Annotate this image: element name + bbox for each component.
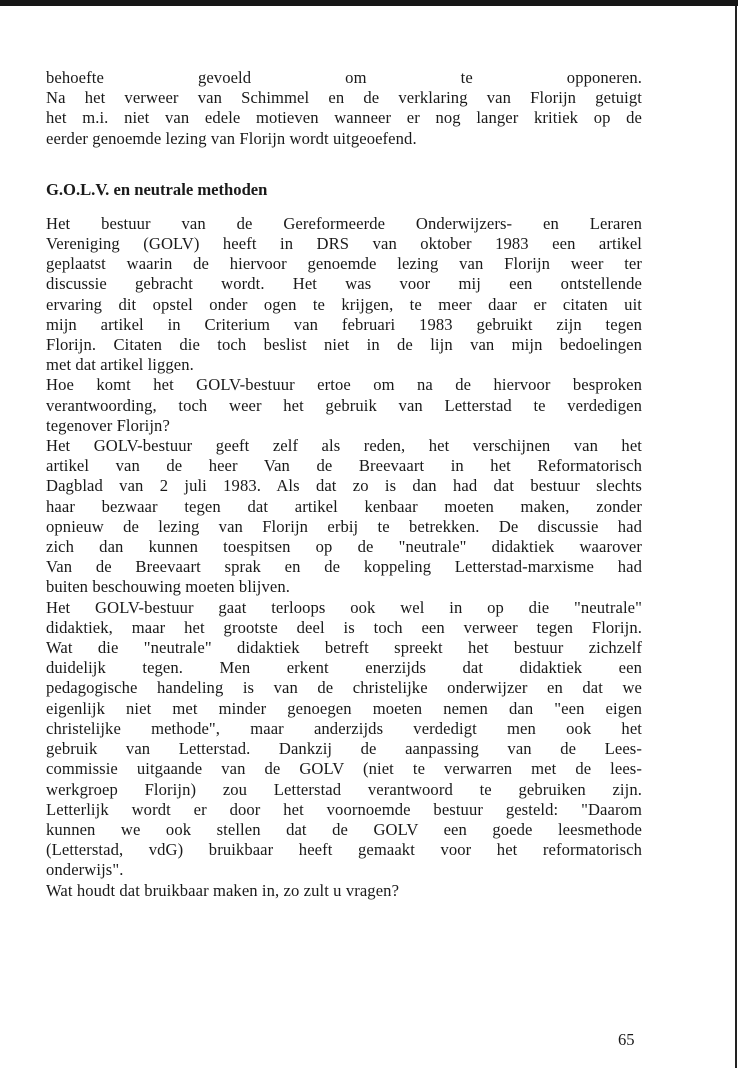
scan-edge-top — [0, 0, 738, 6]
text-line: eerder genoemde lezing van Florijn wordt uitgeoefend. — [46, 128, 417, 148]
text-line: buiten beschouwing moeten blijven. — [46, 577, 290, 597]
text-line: Van de Breevaart sprak en de koppeling Letterstad-marxisme had — [46, 557, 642, 577]
text-line: Letterlijk wordt er door het voornoemde bestuur gesteld: "Daarom — [46, 799, 642, 819]
text-line: onderwijs". — [46, 860, 124, 880]
text-line: Florijn. Citaten die toch beslist niet in de lijn van mijn bedoelingen — [46, 335, 642, 355]
section-heading: G.O.L.V. en neutrale methoden — [46, 179, 268, 199]
text-line: met dat artikel liggen. — [46, 355, 194, 375]
text-line: zich dan kunnen toespitsen op de "neutrale" didaktiek waarover — [46, 537, 642, 557]
text-line: ervaring dit opstel onder ogen te krijgen, te meer daar er citaten uit — [46, 294, 642, 314]
text-line: duidelijk tegen. Men erkent enerzijds dat didaktiek een — [46, 658, 642, 678]
page-body — [46, 68, 642, 901]
text-line: Wat die "neutrale" didaktiek betreft spreekt het bestuur zichzelf — [46, 638, 642, 658]
text-line: didaktiek, maar het grootste deel is toch een verweer tegen Florijn. — [46, 617, 642, 637]
text-line: Het bestuur van de Gereformeerde Onderwijzers- en Leraren — [46, 213, 642, 233]
text-line: pedagogische handeling is van de christelijke onderwijzer en dat we — [46, 678, 642, 698]
paragraph-1 — [46, 214, 642, 376]
page-number: 65 — [618, 1030, 635, 1049]
text-line: werkgroep Florijn) zou Letterstad verantwoord te gebruiken zijn. — [46, 779, 642, 799]
paragraph-4 — [46, 598, 642, 881]
text-line: Vereniging (GOLV) heeft in DRS van oktober 1983 een artikel — [46, 234, 642, 254]
text-line: eigenlijk niet met minder genoegen moeten nemen dan "een eigen — [46, 698, 642, 718]
paragraph-2 — [46, 375, 642, 436]
text-line: Het GOLV-bestuur geeft zelf als reden, het verschijnen van het — [46, 436, 642, 456]
scan-edge-right — [735, 6, 737, 1068]
text-line: discussie gebracht wordt. Het was voor mij een ontstellende — [46, 274, 642, 294]
text-line: Hoe komt het GOLV-bestuur ertoe om na de hiervoor besproken — [46, 375, 642, 395]
text-line: kunnen we ook stellen dat de GOLV een goede leesmethode — [46, 819, 642, 839]
text-line: haar bezwaar tegen dat artikel kenbaar moeten maken, zonder — [46, 496, 642, 516]
text-line: Dagblad van 2 juli 1983. Als dat zo is dan had dat bestuur slechts — [46, 476, 642, 496]
text-line: Na het verweer van Schimmel en de verklaring van Florijn getuigt — [46, 88, 642, 108]
paragraph-3 — [46, 436, 642, 598]
text-line: artikel van de heer Van de Breevaart in het Reformatorisch — [46, 456, 642, 476]
text-line: opnieuw de lezing van Florijn erbij te betrekken. De discussie had — [46, 516, 642, 536]
text-line: Wat houdt dat bruikbaar maken in, zo zult u vragen? — [46, 880, 400, 900]
text-line: Het GOLV-bestuur gaat terloops ook wel in op die "neutrale" — [46, 597, 642, 617]
text-line: gebruik van Letterstad. Dankzij de aanpassing van de Lees- — [46, 739, 642, 759]
paragraph-5 — [46, 881, 642, 901]
text-line: het m.i. niet van edele motieven wanneer er nog langer kritiek op de — [46, 108, 642, 128]
text-line: mijn artikel in Criterium van februari 1983 gebruikt zijn tegen — [46, 314, 642, 334]
text-line: behoefte gevoeld om te opponeren. — [46, 68, 642, 87]
text-line: geplaatst waarin de hiervoor genoemde lezing van Florijn weer ter — [46, 254, 642, 274]
text-line: verantwoording, toch weer het gebruik van Letterstad te verdedigen — [46, 395, 642, 415]
text-line: christelijke methode", maar anderzijds verdedigt men ook het — [46, 718, 642, 738]
intro-paragraph — [46, 68, 642, 149]
text-line: (Letterstad, vdG) bruikbaar heeft gemaakt voor het reformatorisch — [46, 840, 642, 860]
text-line: commissie uitgaande van de GOLV (niet te verwarren met de lees- — [46, 759, 642, 779]
text-line: tegenover Florijn? — [46, 415, 170, 435]
